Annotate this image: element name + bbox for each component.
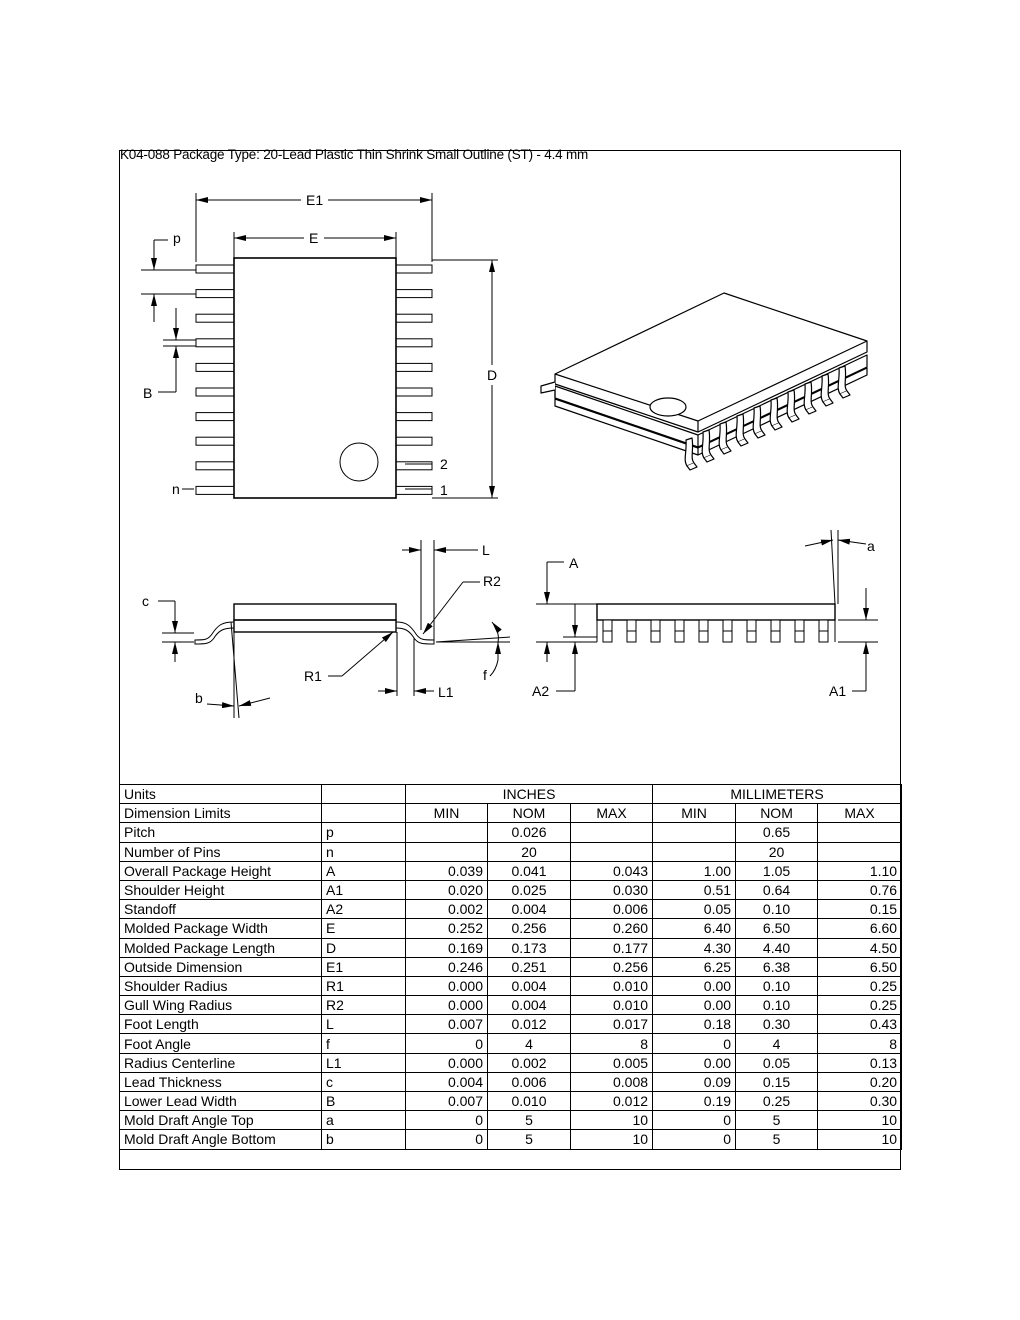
mm-min-cell: 0.05 — [653, 900, 736, 919]
limits-label: Dimension Limits — [120, 804, 322, 823]
table-row — [120, 1130, 902, 1149]
mm-max-cell: 10 — [818, 1111, 902, 1130]
mm-max-cell: 0.43 — [818, 1015, 902, 1034]
label-A2: A2 — [532, 683, 550, 699]
drawing-labels — [142, 192, 875, 706]
in-min-cell: 0.002 — [406, 900, 488, 919]
mm-nom-cell: 1.05 — [736, 861, 818, 880]
in-min-cell: 0.246 — [406, 957, 488, 976]
mm-nom-header: NOM — [736, 804, 818, 823]
table-row — [120, 1072, 902, 1091]
table-row — [120, 823, 902, 842]
mm-nom-cell: 6.50 — [736, 919, 818, 938]
in-nom-cell: 0.173 — [488, 938, 571, 957]
dimension-symbol-cell: L1 — [322, 1053, 406, 1072]
dimension-name-cell: Shoulder Height — [120, 880, 322, 899]
mm-max-cell: 6.60 — [818, 919, 902, 938]
mm-nom-cell: 0.15 — [736, 1072, 818, 1091]
mm-max-cell: 4.50 — [818, 938, 902, 957]
label-a: a — [867, 538, 875, 554]
in-nom-cell: 5 — [488, 1111, 571, 1130]
isometric-view — [541, 293, 867, 470]
in-max-cell — [571, 823, 653, 842]
in-min-header: MIN — [406, 804, 488, 823]
label-b: b — [195, 690, 203, 706]
label-R2: R2 — [483, 573, 501, 589]
in-min-cell: 0.007 — [406, 1092, 488, 1111]
in-nom-cell: 0.002 — [488, 1053, 571, 1072]
mm-min-cell: 0.19 — [653, 1092, 736, 1111]
lead-left — [196, 290, 234, 298]
dimension-name-cell: Foot Angle — [120, 1034, 322, 1053]
dimension-name-cell: Standoff — [120, 900, 322, 919]
inches-header: INCHES — [406, 785, 653, 804]
millimeters-header: MILLIMETERS — [653, 785, 902, 804]
lead — [719, 422, 728, 450]
table-row — [120, 919, 902, 938]
in-nom-cell: 0.041 — [488, 861, 571, 880]
mm-max-cell: 0.25 — [818, 996, 902, 1015]
lead — [753, 406, 762, 434]
lead-right — [396, 486, 432, 494]
mm-nom-cell: 4.40 — [736, 938, 818, 957]
lead — [787, 390, 796, 418]
dimension-name-cell: Mold Draft Angle Top — [120, 1111, 322, 1130]
lead — [838, 366, 847, 394]
dimension-name-cell: Molded Package Width — [120, 919, 322, 938]
in-max-cell: 10 — [571, 1111, 653, 1130]
dimension-name-cell: Radius Centerline — [120, 1053, 322, 1072]
mm-nom-cell: 0.10 — [736, 900, 818, 919]
label-p: p — [173, 230, 181, 246]
table-row — [120, 842, 902, 861]
in-max-header: MAX — [571, 804, 653, 823]
in-min-cell: 0.169 — [406, 938, 488, 957]
dimension-symbol-cell: E — [322, 919, 406, 938]
lead-left — [196, 437, 234, 445]
in-max-cell: 0.177 — [571, 938, 653, 957]
lead-left — [196, 388, 234, 396]
dimension-symbol-cell: c — [322, 1072, 406, 1091]
in-max-cell: 8 — [571, 1034, 653, 1053]
in-min-cell: 0.000 — [406, 996, 488, 1015]
package-body — [234, 258, 396, 498]
label-D: D — [487, 367, 498, 383]
dimension-name-cell: Mold Draft Angle Bottom — [120, 1130, 322, 1149]
in-nom-cell: 0.025 — [488, 880, 571, 899]
label-L1: L1 — [438, 684, 454, 700]
label-A: A — [569, 555, 579, 571]
mm-nom-cell: 0.64 — [736, 880, 818, 899]
table-row — [120, 900, 902, 919]
in-nom-cell: 5 — [488, 1130, 571, 1149]
side-view — [158, 540, 510, 718]
lead-right — [396, 314, 432, 322]
dimension-name-cell: Gull Wing Radius — [120, 996, 322, 1015]
lead-group — [597, 620, 835, 642]
top-view — [141, 193, 498, 498]
dimension-symbol-cell: D — [322, 938, 406, 957]
dimension-symbol-cell: f — [322, 1034, 406, 1053]
table-row — [120, 861, 902, 880]
units-label: Units — [120, 785, 322, 804]
mm-max-cell: 1.10 — [818, 861, 902, 880]
mm-min-cell: 0.00 — [653, 976, 736, 995]
dimension-symbol-cell: B — [322, 1092, 406, 1111]
table-row — [120, 1034, 902, 1053]
mm-nom-cell: 0.65 — [736, 823, 818, 842]
dimension-symbol-cell: R2 — [322, 996, 406, 1015]
mm-nom-cell: 6.38 — [736, 957, 818, 976]
mm-nom-cell: 4 — [736, 1034, 818, 1053]
lead — [770, 398, 779, 426]
mm-max-cell: 0.25 — [818, 976, 902, 995]
in-nom-cell: 0.004 — [488, 976, 571, 995]
lead-left — [196, 265, 234, 273]
in-min-cell: 0.000 — [406, 976, 488, 995]
table-row — [120, 996, 902, 1015]
label-A1: A1 — [829, 683, 847, 699]
label-L: L — [482, 542, 490, 558]
package-title: K04-088 Package Type: 20-Lead Plastic Thin Shrink Small Outline (ST) - 4.4 mm — [120, 147, 589, 162]
label-R1: R1 — [304, 668, 322, 684]
in-max-cell — [571, 842, 653, 861]
dimension-symbol-cell: p — [322, 823, 406, 842]
in-max-cell: 0.012 — [571, 1092, 653, 1111]
dimension-name-cell: Lead Thickness — [120, 1072, 322, 1091]
end-view — [536, 530, 878, 691]
mm-nom-cell: 0.10 — [736, 976, 818, 995]
in-max-cell: 0.030 — [571, 880, 653, 899]
table-header-limits — [120, 804, 902, 823]
in-min-cell: 0.007 — [406, 1015, 488, 1034]
in-nom-cell: 0.004 — [488, 900, 571, 919]
dimension-name-cell: Outside Dimension — [120, 957, 322, 976]
table-row — [120, 1111, 902, 1130]
in-max-cell: 0.017 — [571, 1015, 653, 1034]
lead — [821, 374, 830, 402]
mm-min-cell: 0.00 — [653, 1053, 736, 1072]
lead-right — [396, 290, 432, 298]
in-nom-cell: 0.026 — [488, 823, 571, 842]
dimension-symbol-cell: n — [322, 842, 406, 861]
mm-min-cell: 6.25 — [653, 957, 736, 976]
mm-max-cell: 8 — [818, 1034, 902, 1053]
mm-nom-cell: 0.30 — [736, 1015, 818, 1034]
in-nom-cell: 0.012 — [488, 1015, 571, 1034]
in-nom-cell: 0.256 — [488, 919, 571, 938]
in-min-cell: 0.004 — [406, 1072, 488, 1091]
in-max-cell: 0.043 — [571, 861, 653, 880]
mm-min-cell: 0 — [653, 1111, 736, 1130]
dimension-symbol-cell: L — [322, 1015, 406, 1034]
mm-max-cell: 0.30 — [818, 1092, 902, 1111]
pin1-mark — [340, 443, 378, 481]
in-min-cell: 0.000 — [406, 1053, 488, 1072]
in-nom-header: NOM — [488, 804, 571, 823]
mm-nom-cell: 0.05 — [736, 1053, 818, 1072]
table-row — [120, 880, 902, 899]
in-min-cell: 0.039 — [406, 861, 488, 880]
in-max-cell: 0.005 — [571, 1053, 653, 1072]
dimension-name-cell: Foot Length — [120, 1015, 322, 1034]
lead-left — [196, 462, 234, 470]
mm-min-cell — [653, 842, 736, 861]
lead-right — [396, 437, 432, 445]
label-B: B — [143, 385, 153, 401]
in-min-cell: 0.020 — [406, 880, 488, 899]
dimension-symbol-cell: A1 — [322, 880, 406, 899]
label-pin-2: 2 — [440, 456, 448, 472]
mm-nom-cell: 0.10 — [736, 996, 818, 1015]
lead-right — [396, 413, 432, 421]
dimension-name-cell: Pitch — [120, 823, 322, 842]
label-E: E — [309, 230, 319, 246]
in-min-cell — [406, 842, 488, 861]
lead-left — [196, 339, 234, 347]
lead — [736, 414, 745, 442]
in-max-cell: 0.010 — [571, 976, 653, 995]
in-max-cell: 0.010 — [571, 996, 653, 1015]
dimension-name-cell: Lower Lead Width — [120, 1092, 322, 1111]
table-row — [120, 957, 902, 976]
table-row — [120, 1092, 902, 1111]
mm-max-cell: 0.76 — [818, 880, 902, 899]
dimension-symbol-cell: b — [322, 1130, 406, 1149]
dimension-name-cell: Molded Package Length — [120, 938, 322, 957]
mm-nom-cell: 5 — [736, 1130, 818, 1149]
label-c: c — [142, 593, 149, 609]
dimension-table — [119, 784, 902, 1150]
in-max-cell: 10 — [571, 1130, 653, 1149]
in-max-cell: 0.006 — [571, 900, 653, 919]
mm-min-cell: 4.30 — [653, 938, 736, 957]
dimension-symbol-cell: A — [322, 861, 406, 880]
mm-max-cell: 0.20 — [818, 1072, 902, 1091]
mm-nom-cell: 20 — [736, 842, 818, 861]
table-header-units — [120, 785, 902, 804]
lead — [804, 382, 813, 410]
label-pin-1: 1 — [440, 482, 448, 498]
in-min-cell: 0.252 — [406, 919, 488, 938]
lead — [702, 430, 711, 458]
in-nom-cell: 0.010 — [488, 1092, 571, 1111]
lead-left — [196, 314, 234, 322]
lead-right — [396, 363, 432, 371]
mm-max-cell: 10 — [818, 1130, 902, 1149]
mm-min-cell: 6.40 — [653, 919, 736, 938]
label-E1: E1 — [306, 192, 324, 208]
mm-max-cell: 0.13 — [818, 1053, 902, 1072]
mm-min-cell: 1.00 — [653, 861, 736, 880]
in-max-cell: 0.008 — [571, 1072, 653, 1091]
in-max-cell: 0.256 — [571, 957, 653, 976]
lead-left — [196, 363, 234, 371]
table-row — [120, 1053, 902, 1072]
mm-min-cell: 0 — [653, 1034, 736, 1053]
lead-left — [196, 413, 234, 421]
table-row — [120, 938, 902, 957]
mm-min-cell: 0.00 — [653, 996, 736, 1015]
table-row — [120, 1015, 902, 1034]
in-min-cell: 0 — [406, 1111, 488, 1130]
mm-min-cell — [653, 823, 736, 842]
mm-nom-cell: 5 — [736, 1111, 818, 1130]
mm-max-header: MAX — [818, 804, 902, 823]
mm-max-cell: 0.15 — [818, 900, 902, 919]
in-min-cell: 0 — [406, 1130, 488, 1149]
mm-max-cell — [818, 842, 902, 861]
dimension-symbol-cell: A2 — [322, 900, 406, 919]
lead-right — [396, 265, 432, 273]
in-min-cell: 0 — [406, 1034, 488, 1053]
mm-min-header: MIN — [653, 804, 736, 823]
mm-nom-cell: 0.25 — [736, 1092, 818, 1111]
in-nom-cell: 20 — [488, 842, 571, 861]
in-nom-cell: 4 — [488, 1034, 571, 1053]
mm-min-cell: 0.51 — [653, 880, 736, 899]
dimension-symbol-cell: R1 — [322, 976, 406, 995]
pin1-mark — [650, 398, 686, 416]
in-nom-cell: 0.006 — [488, 1072, 571, 1091]
in-max-cell: 0.260 — [571, 919, 653, 938]
mm-min-cell: 0.18 — [653, 1015, 736, 1034]
dimension-name-cell: Overall Package Height — [120, 861, 322, 880]
in-nom-cell: 0.004 — [488, 996, 571, 1015]
lead-right — [396, 462, 432, 470]
dimension-name-cell: Number of Pins — [120, 842, 322, 861]
label-n: n — [172, 481, 180, 497]
lead-right — [396, 388, 432, 396]
lead-right — [396, 339, 432, 347]
in-min-cell — [406, 823, 488, 842]
lead — [685, 438, 694, 466]
dimension-symbol-cell: E1 — [322, 957, 406, 976]
dimension-symbol-cell: a — [322, 1111, 406, 1130]
in-nom-cell: 0.251 — [488, 957, 571, 976]
mm-max-cell: 6.50 — [818, 957, 902, 976]
mm-min-cell: 0 — [653, 1130, 736, 1149]
label-f: f — [483, 667, 487, 683]
table-row — [120, 976, 902, 995]
mm-max-cell — [818, 823, 902, 842]
lead-left — [196, 486, 234, 494]
mm-min-cell: 0.09 — [653, 1072, 736, 1091]
dimension-name-cell: Shoulder Radius — [120, 976, 322, 995]
